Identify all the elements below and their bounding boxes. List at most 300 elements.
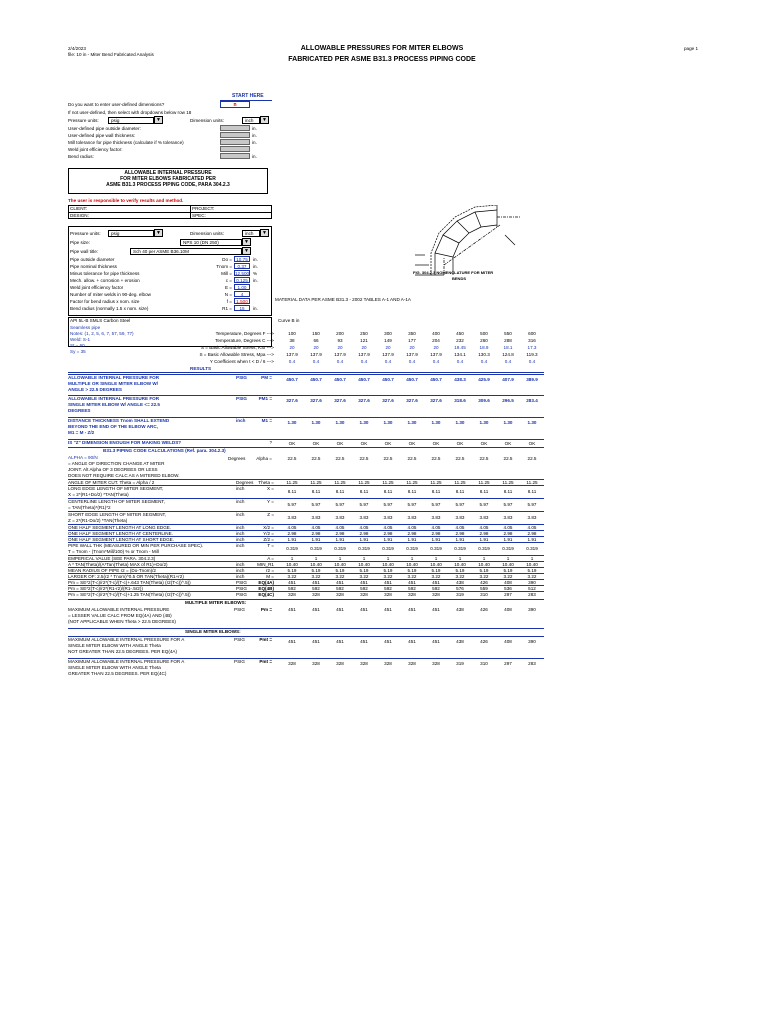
calc-row-4-value-6: 4.05 bbox=[431, 525, 441, 530]
spec-label: SPEC: bbox=[192, 213, 206, 218]
pm1-symbol: PM1 = bbox=[258, 396, 272, 401]
input-value-5[interactable]: 4 bbox=[234, 291, 250, 297]
y-value-2: 0.4 bbox=[336, 359, 344, 364]
calc-row-14-value-1: 328 bbox=[312, 592, 320, 597]
single-a-unit: PSIG bbox=[234, 637, 245, 642]
m1-value-2: 1.30 bbox=[335, 420, 345, 425]
alpha-symbol: Alpha = bbox=[256, 456, 272, 461]
calc-row-9-unit: inch bbox=[236, 562, 245, 567]
s_ksi-value-5: 20 bbox=[409, 345, 415, 350]
calc-row-8-value-7: 1 bbox=[458, 556, 462, 561]
calc-row-9-value-6: 10.40 bbox=[430, 562, 442, 567]
temp_c-value-2: 93 bbox=[337, 338, 343, 343]
pm-value-0: 450.7 bbox=[286, 377, 298, 382]
input-symbol-2: Mill = bbox=[221, 271, 232, 276]
ud-weld-input[interactable] bbox=[220, 146, 250, 152]
input-symbol-5: N = bbox=[224, 292, 232, 297]
pm1-desc-2: DEGREES bbox=[68, 408, 91, 413]
y-value-0: 0.4 bbox=[288, 359, 296, 364]
z-value-3: OK bbox=[360, 441, 368, 446]
single-a-desc-0: MAXIMUM ALLOWABLE INTERNAL PRESSURE FOR A bbox=[68, 637, 185, 642]
s_mpa-label: S = Basic Allowable Stress, Mpa ---> bbox=[199, 352, 274, 357]
multi-desc-1: = LESSER VALUE CALC FROM EQ(4A) AND (4B) bbox=[68, 613, 172, 618]
single-a-value-0: 451 bbox=[288, 639, 296, 644]
pm1-value-2: 327.6 bbox=[334, 398, 346, 403]
banner-line-2: FOR MITER ELBOWS FABRICATED PER bbox=[120, 175, 216, 182]
calc-row-3-value-5: 3.83 bbox=[407, 515, 417, 520]
m1-unit: inch bbox=[236, 418, 246, 423]
in-pressure-units-select[interactable]: psig bbox=[108, 230, 154, 237]
calc-row-2-value-7: 5.97 bbox=[455, 502, 465, 507]
date-text: 2/4/2023 bbox=[68, 46, 86, 51]
ud-od-unit: in. bbox=[252, 126, 257, 131]
file-text: file: 10 in - Miter Bend Fabricated Analysis bbox=[68, 52, 154, 57]
calc-row-11-value-1: 3.22 bbox=[311, 574, 321, 579]
m1-desc-1: BEYOND THE END OF THE ELBOW ARC, bbox=[68, 424, 158, 429]
calc-row-1-value-6: 8.11 bbox=[431, 489, 441, 494]
calc-row-10-value-3: 5.19 bbox=[359, 568, 369, 573]
calc-row-9-value-1: 10.40 bbox=[310, 562, 322, 567]
material-name: API 5L-B SMLS Carbon Steel bbox=[70, 318, 131, 323]
calc-row-4-value-1: 4.05 bbox=[311, 525, 321, 530]
calc-row-14-value-7: 319 bbox=[456, 592, 464, 597]
multi-value-7: 438 bbox=[456, 607, 464, 612]
temp_c-value-0: 38 bbox=[289, 338, 295, 343]
calc-row-12-value-9: 408 bbox=[504, 580, 512, 585]
y-value-10: 0.4 bbox=[528, 359, 536, 364]
calc-row-10-value-7: 5.19 bbox=[455, 568, 465, 573]
calc-row-10-value-0: 5.19 bbox=[287, 568, 297, 573]
alpha-unit: Degrees bbox=[228, 456, 246, 461]
calc-row-2-value-3: 5.97 bbox=[359, 502, 369, 507]
input-symbol-0: Do = bbox=[222, 257, 232, 262]
input-symbol-6: f = bbox=[226, 299, 232, 304]
input-value-1[interactable]: 0.37 bbox=[234, 263, 250, 269]
single-a-value-7: 438 bbox=[456, 639, 464, 644]
calc-row-4-value-9: 4.05 bbox=[503, 525, 513, 530]
calc-row-10-value-1: 5.19 bbox=[311, 568, 321, 573]
calc-row-11-value-4: 3.22 bbox=[383, 574, 393, 579]
calc-row-3-value-9: 3.83 bbox=[503, 515, 513, 520]
temp_f-value-1: 150 bbox=[312, 331, 320, 336]
calc-row-12-value-2: 451 bbox=[336, 580, 344, 585]
user-defined-question: Do you want to enter user-defined dimensions? bbox=[68, 102, 165, 107]
pressure-units-dropdown-button[interactable]: ▼ bbox=[154, 116, 163, 124]
s_ksi-value-3: 20 bbox=[361, 345, 367, 350]
title-banner bbox=[68, 168, 268, 194]
pm1-desc-0: ALLOWABLE INTERNAL PRESSURE FOR bbox=[68, 396, 160, 401]
y-value-4: 0.4 bbox=[384, 359, 392, 364]
single-a-value-10: 390 bbox=[528, 639, 536, 644]
calc-row-5-value-8: 2.98 bbox=[479, 531, 489, 536]
ud-radius-input[interactable] bbox=[220, 153, 250, 159]
pm1-desc-1: SINGLE MITER ELBOW W/ ANGLE <= 22.5 bbox=[68, 402, 160, 407]
calc-row-8-value-6: 1 bbox=[434, 556, 438, 561]
y-value-6: 0.4 bbox=[432, 359, 440, 364]
alpha-value-5: 22.5 bbox=[407, 456, 417, 461]
input-label-3: Mech. allow. + corrosion + erosion bbox=[70, 278, 140, 283]
ud-mill-input[interactable] bbox=[220, 139, 250, 145]
calc-row-7-desc-1: T = Tnom - (Tnom*Mill/100) % or Tnom - Mill bbox=[68, 549, 159, 554]
calc-row-14-value-5: 328 bbox=[408, 592, 416, 597]
calc-row-10-value-4: 5.19 bbox=[383, 568, 393, 573]
calc-row-12-value-0: 451 bbox=[288, 580, 296, 585]
pressure-units-label: Pressure units: bbox=[68, 118, 99, 123]
calc-row-9-value-3: 10.40 bbox=[358, 562, 370, 567]
calc-row-6-value-0: 1.91 bbox=[287, 537, 297, 542]
miter-bend-figure bbox=[405, 205, 525, 280]
calc-row-13-value-10: 512 bbox=[528, 586, 536, 591]
single-b-value-1: 328 bbox=[312, 661, 320, 666]
input-symbol-3: c = bbox=[225, 278, 232, 283]
input-symbol-1: Tnom = bbox=[216, 264, 232, 269]
calc-row-14-symbol: EQ(4C) bbox=[258, 592, 274, 597]
calc-row-3-value-4: 3.83 bbox=[383, 515, 393, 520]
temp_c-value-4: 149 bbox=[384, 338, 392, 343]
multi-value-1: 451 bbox=[312, 607, 320, 612]
alpha-desc-3: DOES NOT REQUIRE CALC AS A MITERED ELBOW. bbox=[68, 473, 180, 478]
calc-row-11-unit: inch bbox=[236, 574, 245, 579]
multi-value-3: 451 bbox=[360, 607, 368, 612]
calc-row-1-value-8: 8.11 bbox=[479, 489, 489, 494]
calc-row-0-value-10: 11.25 bbox=[526, 480, 538, 485]
pipe-wall-dropdown[interactable]: ▼ bbox=[242, 247, 251, 255]
single-b-desc-2: GREATER THAN 22.5 DEGREES. PER EQ(4C) bbox=[68, 671, 167, 676]
input-symbol-7: R1 = bbox=[222, 306, 232, 311]
calc-row-0-value-3: 11.25 bbox=[358, 480, 370, 485]
calc-row-13-value-9: 536 bbox=[504, 586, 512, 591]
pm-line bbox=[68, 374, 544, 375]
s_mpa-value-10: 119.3 bbox=[526, 352, 538, 357]
calc-row-11-value-5: 3.22 bbox=[407, 574, 417, 579]
calc-row-1-value-4: 8.11 bbox=[383, 489, 393, 494]
alpha-value-1: 22.5 bbox=[311, 456, 321, 461]
in-pressure-units-dropdown[interactable]: ▼ bbox=[154, 229, 163, 237]
calc-row-5-value-0: 2.98 bbox=[287, 531, 297, 536]
calc-row-1-unit: inch bbox=[236, 486, 245, 491]
pm1-value-4: 327.6 bbox=[382, 398, 394, 403]
input-label-2: Minus tolerance for pipe thickness bbox=[70, 271, 140, 276]
s_ksi-value-2: 20 bbox=[337, 345, 343, 350]
calc-row-8-value-4: 1 bbox=[386, 556, 390, 561]
material-note-1: Notes: (1, 2, 5, 6, 7, 57, 59, 77) bbox=[70, 331, 134, 336]
calc-row-13-value-3: 592 bbox=[360, 586, 368, 591]
calc-row-8-value-9: 1 bbox=[506, 556, 510, 561]
calc-row-11-desc-0: LARGER OF: 2.5(r2 * Tnom)^0.5 OR TAN(Theta)(R1+r2) bbox=[68, 574, 184, 579]
pipe-size-dropdown[interactable]: ▼ bbox=[242, 238, 251, 246]
calc-row-3-desc-0: SHORT EDGE LENGTH OF MITER SEGMENT, bbox=[68, 512, 167, 517]
pipe-size-select[interactable]: NPS 10 (DN 250) bbox=[180, 239, 242, 246]
pm1-value-0: 327.6 bbox=[286, 398, 298, 403]
input-unit-7: in. bbox=[253, 306, 258, 311]
z-value-7: OK bbox=[456, 441, 464, 446]
s_ksi-value-9: 18.1 bbox=[503, 345, 513, 350]
m1-line bbox=[68, 417, 544, 418]
calc-row-13-value-8: 559 bbox=[480, 586, 488, 591]
temp_f-value-6: 400 bbox=[432, 331, 440, 336]
pipe-wall-title-label: Pipe wall title: bbox=[70, 249, 99, 254]
single-a-value-8: 426 bbox=[480, 639, 488, 644]
in-dimension-units-dropdown[interactable]: ▼ bbox=[260, 229, 269, 237]
calc-row-4-value-2: 4.05 bbox=[335, 525, 345, 530]
calc-row-7-desc-0: PIPE WALL THK (MEASURED OR MIN PER PURCHASE SPEC). bbox=[68, 543, 204, 548]
calc-row-9-value-5: 10.40 bbox=[406, 562, 418, 567]
calc-row-3-unit: inch bbox=[236, 512, 245, 517]
calc-row-7-value-7: 0.319 bbox=[454, 546, 466, 551]
calc-row-10-unit: inch bbox=[236, 568, 245, 573]
m1-value-10: 1.30 bbox=[527, 420, 537, 425]
input-label-1: Pipe nominal thickness bbox=[70, 264, 117, 269]
calc-row-4-desc-0: ONE HALF SEGMENT LENGTH AT LONG EDGE. bbox=[68, 525, 172, 530]
pm-value-2: 450.7 bbox=[334, 377, 346, 382]
calc-row-2-value-6: 5.97 bbox=[431, 502, 441, 507]
pipe-wall-select[interactable]: Sch 40 per ASME B36.10M bbox=[130, 248, 242, 255]
temp_f-value-2: 200 bbox=[336, 331, 344, 336]
calc-row-3-value-10: 3.83 bbox=[527, 515, 537, 520]
calc-row-0-desc-0: ANGLE OF MITER CUT. Theta = Alpha / 2 bbox=[68, 480, 155, 485]
ud-wall-input[interactable] bbox=[220, 132, 250, 138]
input-value-4[interactable]: 1.00 bbox=[234, 284, 250, 290]
calc-row-14-value-8: 310 bbox=[480, 592, 488, 597]
calc-row-4-value-5: 4.05 bbox=[407, 525, 417, 530]
material-note-4: Sy = 35 bbox=[70, 349, 86, 354]
calc-row-13-desc-0: Pm = SE*2(T-c)/r2*(R1-r2)/(R1-.5r2)) bbox=[68, 586, 143, 591]
m1-value-9: 1.30 bbox=[503, 420, 513, 425]
s_mpa-value-0: 137.9 bbox=[286, 352, 298, 357]
calc-row-1-value-0: 8.11 bbox=[287, 489, 297, 494]
pm-value-7: 438.3 bbox=[454, 377, 466, 382]
calc-row-6-value-4: 1.91 bbox=[383, 537, 393, 542]
input-unit-0: in. bbox=[253, 257, 258, 262]
calc-row-3-value-0: 3.83 bbox=[287, 515, 297, 520]
pm-symbol: PM = bbox=[261, 375, 272, 380]
input-unit-3: in. bbox=[253, 278, 258, 283]
single-a-desc-1: SINGLE MITER ELBOW WITH ANGLE Theta bbox=[68, 643, 161, 648]
alpha-desc-2: JOINT. Alt Alpha OF 3 DEGREES OR LESS bbox=[68, 467, 158, 472]
pm-value-1: 450.7 bbox=[310, 377, 322, 382]
calc-row-2-value-5: 5.97 bbox=[407, 502, 417, 507]
z-value-5: OK bbox=[408, 441, 416, 446]
user-defined-input[interactable]: n bbox=[220, 101, 250, 108]
calc-row-3-value-2: 3.83 bbox=[335, 515, 345, 520]
temp_c-label: Temperature, Degrees C ---> bbox=[215, 338, 274, 343]
curve-label: Curve B in bbox=[278, 318, 300, 323]
temp_c-value-6: 204 bbox=[432, 338, 440, 343]
in-pressure-units-label: Pressure units: bbox=[70, 231, 101, 236]
input-symbol-4: E = bbox=[224, 285, 232, 290]
calc-row-9-value-9: 10.40 bbox=[502, 562, 514, 567]
calc-row-1-value-1: 8.11 bbox=[311, 489, 321, 494]
ud-od-input[interactable] bbox=[220, 125, 250, 131]
calc-row-2-value-0: 5.97 bbox=[287, 502, 297, 507]
calc-row-13-value-6: 592 bbox=[432, 586, 440, 591]
pressure-units-select[interactable]: psig bbox=[108, 117, 154, 124]
s_ksi-label: S = Basic Allowable Stress, KSI ---> bbox=[200, 345, 274, 350]
single-a-value-9: 408 bbox=[504, 639, 512, 644]
dimension-units-select[interactable]: inch bbox=[242, 117, 260, 124]
calc-row-11-value-6: 3.22 bbox=[431, 574, 441, 579]
single-a-value-6: 451 bbox=[432, 639, 440, 644]
calc-row-8-value-10: 1 bbox=[530, 556, 534, 561]
m1-symbol: M1 = bbox=[261, 418, 272, 423]
calc-row-13-unit: PSIG bbox=[236, 586, 247, 591]
alpha-value-7: 22.5 bbox=[455, 456, 465, 461]
pm1-value-5: 327.6 bbox=[406, 398, 418, 403]
multi-value-5: 451 bbox=[408, 607, 416, 612]
results-label: RESULTS bbox=[190, 366, 212, 371]
calc-row-14-value-10: 283 bbox=[528, 592, 536, 597]
temp_f-value-7: 450 bbox=[456, 331, 464, 336]
figure-caption-1: FIG. 304.2.3 NOMENCLATURE FOR MITER bbox=[413, 270, 494, 275]
input-unit-1: in. bbox=[253, 264, 258, 269]
calc-row-9-value-0: 10.40 bbox=[286, 562, 298, 567]
material-note-3: St = 60 bbox=[70, 343, 85, 348]
s_mpa-value-6: 137.9 bbox=[430, 352, 442, 357]
multi-desc-0: MAXIMUM ALLOWABLE INTERNAL PRESSURE bbox=[68, 607, 170, 612]
calc-row-11-value-8: 3.22 bbox=[479, 574, 489, 579]
pm1-value-1: 327.6 bbox=[310, 398, 322, 403]
temp_f-label: Temperature, Degrees F ---> bbox=[215, 331, 274, 336]
calc-row-14-value-2: 328 bbox=[336, 592, 344, 597]
banner-line-1: ALLOWABLE INTERNAL PRESSURE bbox=[124, 170, 212, 176]
pm-value-10: 389.9 bbox=[526, 377, 538, 382]
input-label-5: Number of miter welds in 90-deg. elbow bbox=[70, 292, 151, 297]
pm-desc-2: ANGLE > 22.5 DEGREES bbox=[68, 387, 122, 392]
pm-value-5: 450.7 bbox=[406, 377, 418, 382]
material-data-ref: MATERIAL DATA PER ASME B31.3 - 2002 TABLES A-1 AND A-1A bbox=[275, 297, 411, 302]
calc-row-4-value-10: 4.05 bbox=[527, 525, 537, 530]
multi-value-4: 451 bbox=[384, 607, 392, 612]
in-dimension-units-select[interactable]: inch bbox=[242, 230, 260, 237]
ud-wall-label: User-defined pipe wall thickness: bbox=[68, 133, 136, 138]
z-value-9: OK bbox=[504, 441, 512, 446]
pm1-value-10: 283.4 bbox=[526, 398, 538, 403]
calc-row-13-value-0: 592 bbox=[288, 586, 296, 591]
pm-value-6: 450.7 bbox=[430, 377, 442, 382]
calc-row-2-value-9: 5.97 bbox=[503, 502, 513, 507]
calc-row-0-value-1: 11.25 bbox=[310, 480, 322, 485]
calc-row-1-value-3: 8.11 bbox=[359, 489, 369, 494]
calc-row-3-value-1: 3.83 bbox=[311, 515, 321, 520]
s_mpa-value-7: 134.1 bbox=[454, 352, 466, 357]
calc-row-0-value-9: 11.25 bbox=[502, 480, 514, 485]
calc-row-8-symbol: A = bbox=[267, 556, 274, 561]
calc-row-5-value-10: 2.98 bbox=[527, 531, 537, 536]
y-value-5: 0.4 bbox=[408, 359, 416, 364]
m1-value-3: 1.30 bbox=[359, 420, 369, 425]
z-symbol: ? bbox=[269, 440, 272, 445]
pm-value-3: 450.7 bbox=[358, 377, 370, 382]
pm-value-4: 450.7 bbox=[382, 377, 394, 382]
calc-row-5-value-7: 2.98 bbox=[455, 531, 465, 536]
calc-row-0-value-5: 11.25 bbox=[406, 480, 418, 485]
calc-row-14-value-6: 328 bbox=[432, 592, 440, 597]
page-title-1: ALLOWABLE PRESSURES FOR MITER ELBOWS bbox=[300, 45, 464, 52]
ud-weld-label: Weld joint efficiency factor: bbox=[68, 147, 123, 152]
pm-value-9: 407.9 bbox=[502, 377, 514, 382]
calc-row-12-value-3: 451 bbox=[360, 580, 368, 585]
ud-radius-label: Bend radius: bbox=[68, 154, 94, 159]
ud-od-label: User-defined pipe outside diameter: bbox=[68, 126, 141, 131]
single-a-value-1: 451 bbox=[312, 639, 320, 644]
calc-row-6-value-2: 1.91 bbox=[335, 537, 345, 542]
calc-row-10-value-5: 5.19 bbox=[407, 568, 417, 573]
dimension-units-dropdown-button[interactable]: ▼ bbox=[260, 116, 269, 124]
input-unit-2: % bbox=[253, 271, 258, 276]
single-b-value-2: 328 bbox=[336, 661, 344, 666]
input-value-7[interactable]: 15 bbox=[234, 305, 250, 311]
s_ksi-value-4: 20 bbox=[385, 345, 391, 350]
banner-line-3: ASME B31.3 PROCESS PIPING CODE, PARA 304.2.3 bbox=[106, 181, 230, 188]
temp_f-value-4: 300 bbox=[384, 331, 392, 336]
calc-row-9-value-2: 10.40 bbox=[334, 562, 346, 567]
calc-row-14-value-0: 328 bbox=[288, 592, 296, 597]
input-value-6[interactable]: 1.500 bbox=[234, 298, 250, 304]
calc-row-8-value-1: 1 bbox=[314, 556, 318, 561]
calc-row-11-value-7: 3.22 bbox=[455, 574, 465, 579]
single-b-desc-0: MAXIMUM ALLOWABLE INTERNAL PRESSURE FOR A bbox=[68, 659, 185, 664]
calc-row-1-value-5: 8.11 bbox=[407, 489, 417, 494]
single-line bbox=[68, 628, 544, 629]
calc-row-11-symbol: M = bbox=[266, 574, 274, 579]
calc-row-1-symbol: X = bbox=[266, 486, 274, 491]
input-value-0[interactable]: 10.75 bbox=[234, 256, 250, 262]
calc-row-0-value-6: 11.25 bbox=[430, 480, 442, 485]
calc-row-4-value-8: 4.05 bbox=[479, 525, 489, 530]
single-b-value-0: 328 bbox=[288, 661, 296, 666]
pm1-line bbox=[68, 395, 544, 396]
calc-row-0-value-4: 11.25 bbox=[382, 480, 394, 485]
temp_f-value-0: 100 bbox=[288, 331, 296, 336]
multi-value-8: 426 bbox=[480, 607, 488, 612]
single-title: SINGLE MITER ELBOWS: bbox=[185, 629, 241, 634]
calc-row-5-value-5: 2.98 bbox=[407, 531, 417, 536]
calc-row-7-value-6: 0.319 bbox=[430, 546, 442, 551]
calc-row-0-value-0: 11.25 bbox=[286, 480, 298, 485]
temp_f-value-10: 600 bbox=[528, 331, 536, 336]
calc-row-7-value-9: 0.319 bbox=[502, 546, 514, 551]
calc-row-0-value-7: 11.25 bbox=[454, 480, 466, 485]
y-value-3: 0.4 bbox=[360, 359, 368, 364]
calc-row-14-desc-0: Pm = SE*2(T-c)/r2*(T-c)/(T-c)+1.25 TAN(Theta) (r2(T-c))^.5)) bbox=[68, 592, 191, 597]
calc-row-4-value-4: 4.05 bbox=[383, 525, 393, 530]
m1-value-1: 1.30 bbox=[311, 420, 321, 425]
calc-row-6-value-10: 1.91 bbox=[527, 537, 537, 542]
y-value-1: 0.4 bbox=[312, 359, 320, 364]
calc-row-7-symbol: T = bbox=[267, 543, 274, 548]
s_mpa-value-8: 130.3 bbox=[478, 352, 490, 357]
calc-row-8-value-2: 1 bbox=[338, 556, 342, 561]
m1-value-6: 1.30 bbox=[431, 420, 441, 425]
figure-caption-2: BENDS bbox=[452, 276, 467, 281]
s_ksi-value-6: 20 bbox=[433, 345, 439, 350]
calc-row-7-value-5: 0.319 bbox=[406, 546, 418, 551]
calc-row-0-value-8: 11.25 bbox=[478, 480, 490, 485]
calc-row-6-desc-0: ONE HALF SEGMENT LENGTH AT SHORT EDGE. bbox=[68, 537, 175, 542]
input-value-3[interactable]: 0.125 bbox=[234, 277, 250, 283]
dimension-units-label: Dimension units: bbox=[190, 118, 224, 123]
calc-row-6-value-5: 1.91 bbox=[407, 537, 417, 542]
input-value-2[interactable]: 12.500 bbox=[235, 271, 250, 276]
calc-row-4-unit: inch bbox=[236, 525, 245, 530]
z-value-10: OK bbox=[528, 441, 536, 446]
calc-row-5-desc-0: ONE HALF SEGMENT LENGTH AT CENTERLINE. bbox=[68, 531, 173, 536]
multi-unit: PSIG bbox=[234, 607, 245, 612]
pm-unit: PSIG bbox=[236, 375, 247, 380]
calc-row-6-value-3: 1.91 bbox=[359, 537, 369, 542]
calc-row-7-value-1: 0.319 bbox=[310, 546, 322, 551]
temp_c-value-7: 232 bbox=[456, 338, 464, 343]
